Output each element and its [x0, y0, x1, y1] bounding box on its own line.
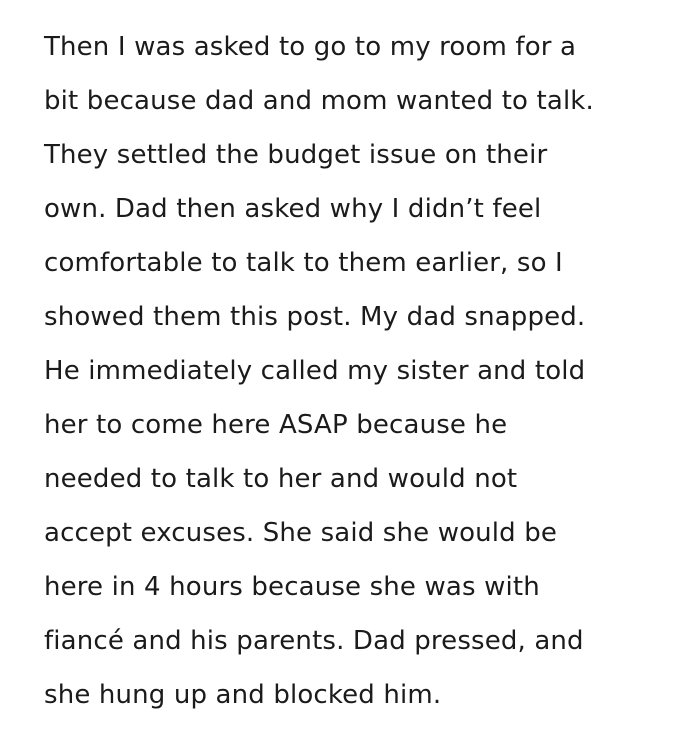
paragraph-line-9: needed to talk to her and would not — [44, 464, 518, 494]
paragraph-line-7: He immediately called my sister and told — [44, 356, 586, 386]
paragraph-line-3: They settled the budget issue on their — [44, 140, 548, 170]
paragraph-line-2: bit because dad and mom wanted to talk. — [44, 86, 594, 116]
paragraph-line-5: comfortable to talk to them earlier, so I — [44, 248, 563, 278]
paragraph-line-8: her to come here ASAP because he — [44, 410, 508, 440]
story-paragraph — [44, 20, 684, 722]
paragraph-line-6: showed them this post. My dad snapped. — [44, 302, 586, 332]
paragraph-line-1: Then I was asked to go to my room for a — [44, 32, 577, 62]
paragraph-line-13: she hung up and blocked him. — [44, 680, 442, 710]
paragraph-line-11: here in 4 hours because she was with — [44, 572, 540, 602]
paragraph-line-12: fiancé and his parents. Dad pressed, and — [44, 626, 584, 656]
paragraph-line-4: own. Dad then asked why I didn’t feel — [44, 194, 542, 224]
paragraph-line-10: accept excuses. She said she would be — [44, 518, 558, 548]
